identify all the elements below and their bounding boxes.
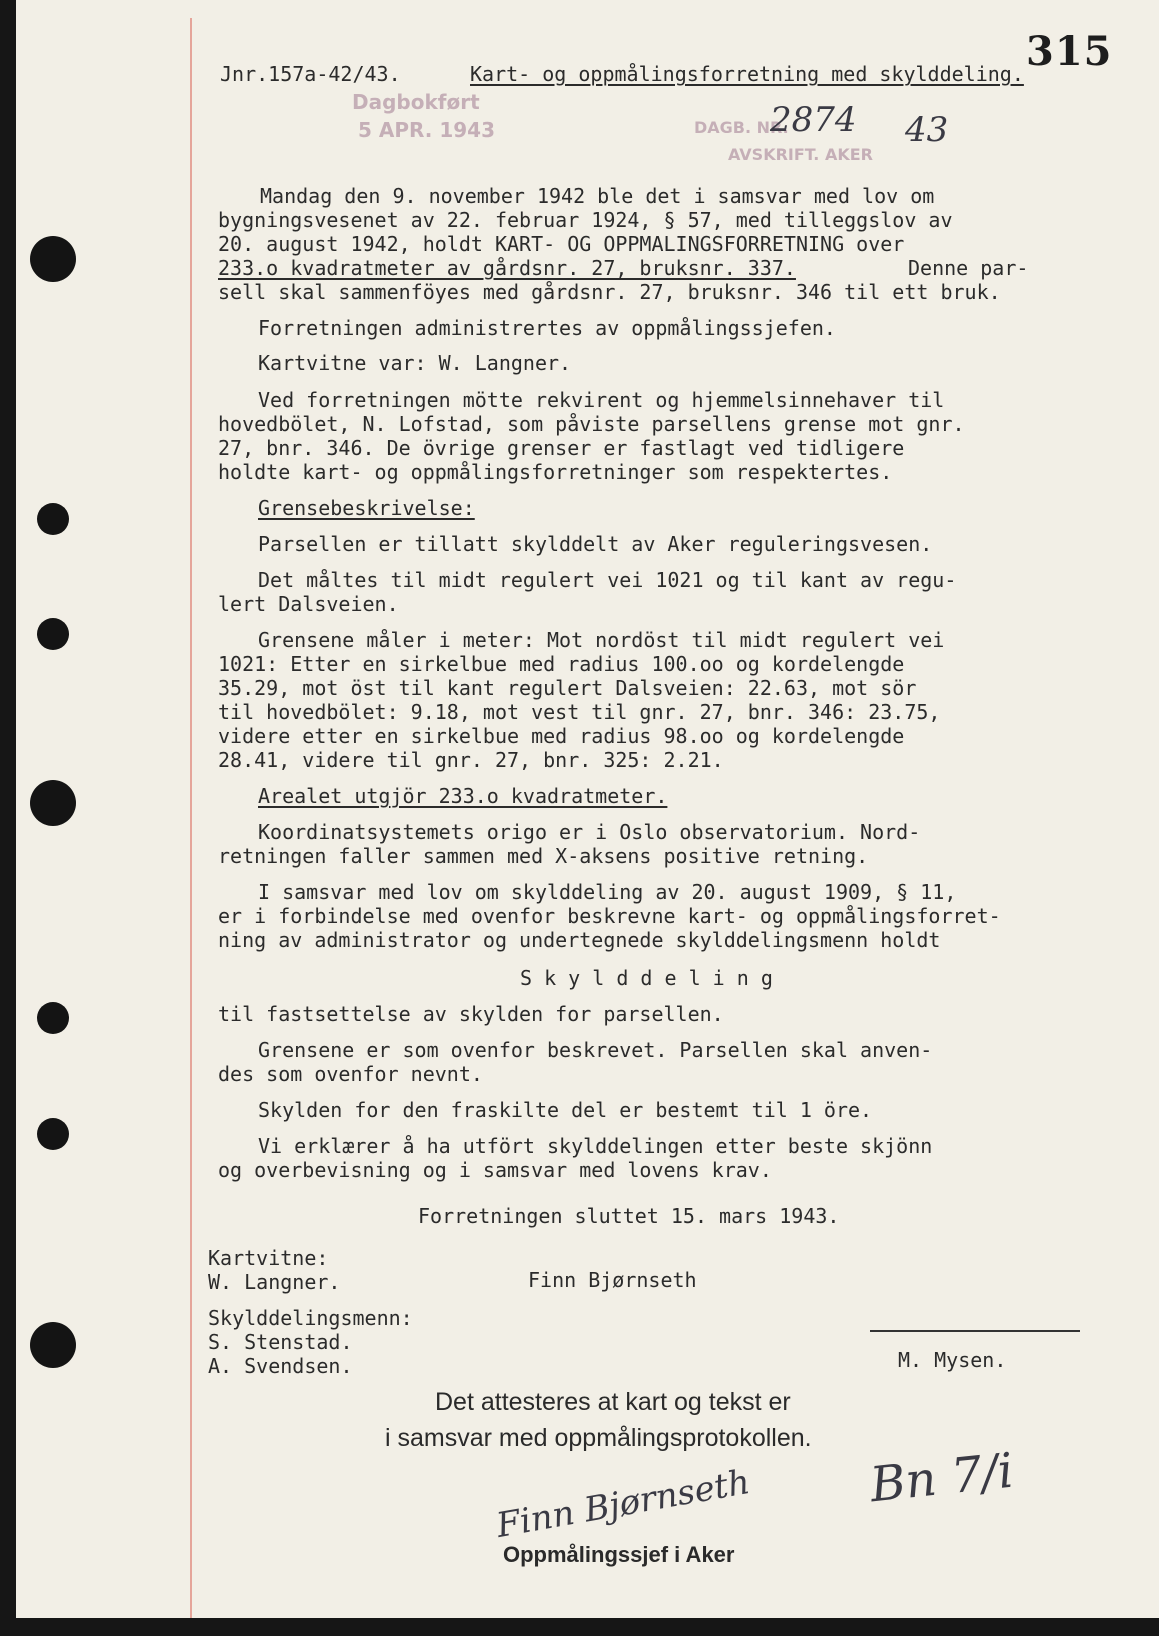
punch-hole [30, 236, 76, 282]
section-heading: Grensebeskrivelse: [258, 496, 475, 520]
text-line: hovedbölet, N. Lofstad, som påviste parsellens grense mot gnr. [218, 412, 965, 436]
kartvitne-label: Kartvitne: [208, 1246, 329, 1270]
text-line: og overbevisning og i samsvar med lovens krav. [218, 1158, 772, 1182]
skylddeling-heading: S k y l d d e l i n g [520, 966, 773, 990]
dagbokfort-stamp: Dagbokført [352, 90, 480, 114]
attestation-line: Det attesteres at kart og tekst er [435, 1388, 791, 1416]
text-line: Vi erklærer å ha utfört skylddelingen etter beste skjönn [258, 1134, 933, 1158]
text-line: Denne par- [908, 256, 1029, 280]
dagb-year-handwritten: 43 [905, 110, 949, 150]
closing-date-line: Forretningen sluttet 15. mars 1943. [418, 1204, 840, 1228]
text-line: holdte kart- og oppmålingsforretninger som respektertes. [218, 460, 893, 484]
punch-hole [37, 503, 69, 535]
dagbokfort-date: 5 APR. 1943 [358, 118, 496, 142]
area-statement: Arealet utgjör 233.o kvadratmeter. [258, 784, 668, 808]
member-name: A. Svendsen. [208, 1354, 353, 1378]
text-line: Det måltes til midt regulert vei 1021 og til kant av regu- [258, 568, 957, 592]
text-line: Skylden for den fraskilte del er bestemt til 1 öre. [258, 1098, 873, 1122]
text-line: bygningsvesenet av 22. februar 1924, § 57, med tilleggslov av [218, 208, 953, 232]
dagb-number-handwritten: 2874 [770, 100, 857, 140]
text-line: Mandag den 9. november 1942 ble det i samsvar med lov om [260, 184, 935, 208]
office-title: Oppmålingssjef i Aker [503, 1542, 735, 1567]
punch-hole [30, 1322, 76, 1368]
member-name: S. Stenstad. [208, 1330, 353, 1354]
punch-hole [37, 618, 69, 650]
document-title: Kart- og oppmålingsforretning med skylddeling. [470, 62, 1024, 86]
journal-number: Jnr.157a-42/43. [220, 62, 401, 86]
text-line: ning av administrator og undertegnede skylddelingsmenn holdt [218, 928, 941, 952]
text-line: des som ovenfor nevnt. [218, 1062, 483, 1086]
signature-line [870, 1330, 1080, 1332]
scan-border-left [0, 0, 16, 1636]
text-line: 27, bnr. 346. De övrige grenser er fastlagt ved tidligere [218, 436, 905, 460]
text-line: 35.29, mot öst til kant regulert Dalsveien: 22.63, mot sör [218, 676, 917, 700]
text-line: Koordinatsystemets origo er i Oslo observatorium. Nord- [258, 820, 921, 844]
text-line: retningen faller sammen med X-aksens positive retning. [218, 844, 869, 868]
text-line: 20. august 1942, holdt KART- OG OPPMALINGSFORRETNING over [218, 232, 905, 256]
punch-hole [30, 780, 76, 826]
text-line: Parsellen er tillatt skylddelt av Aker reguleringsvesen. [258, 532, 933, 556]
text-line: er i forbindelse med ovenfor beskrevne kart- og oppmålingsforret- [218, 904, 1001, 928]
text-line: Grensene måler i meter: Mot nordöst til midt regulert vei [258, 628, 945, 652]
handwritten-initials: Bn 7/i [867, 1442, 1017, 1514]
text-line: sell skal sammenföyes med gårdsnr. 27, bruksnr. 346 til ett bruk. [218, 280, 1001, 304]
text-line: 233.o kvadratmeter av gårdsnr. 27, bruksnr. 337. [218, 256, 796, 280]
text-line: videre etter en sirkelbue med radius 98.oo og kordelengde [218, 724, 905, 748]
text-line: 1021: Etter en sirkelbue med radius 100.oo og kordelengde [218, 652, 905, 676]
handwritten-signature: Finn Bjørnseth [493, 1462, 753, 1546]
administrator-name: Finn Bjørnseth [528, 1268, 697, 1292]
text-line: Ved forretningen mötte rekvirent og hjemmelsinnehaver til [258, 388, 945, 412]
punch-hole [37, 1118, 69, 1150]
text-line: lert Dalsveien. [218, 592, 399, 616]
text-line: Forretningen administrertes av oppmålingssjefen. [258, 316, 836, 340]
skylddelingsmenn-label: Skylddelingsmenn: [208, 1306, 413, 1330]
text-line: I samsvar med lov om skylddeling av 20. august 1909, § 11, [258, 880, 957, 904]
avskrift-stamp: AVSKRIFT. AKER [728, 145, 873, 164]
page-number: 315 [1026, 28, 1113, 75]
attestation-line: i samsvar med oppmålingsprotokollen. [385, 1424, 812, 1452]
text-line: til fastsettelse av skylden for parsellen. [218, 1002, 724, 1026]
dagb-nr-stamp: DAGB. NR. [694, 118, 789, 137]
text-line: 28.41, videre til gnr. 27, bnr. 325: 2.21. [218, 748, 724, 772]
text-line: Kartvitne var: W. Langner. [258, 351, 572, 375]
kartvitne-name: W. Langner. [208, 1270, 341, 1294]
text-line: Grensene er som ovenfor beskrevet. Parsellen skal anven- [258, 1038, 933, 1062]
scan-border-bottom [0, 1618, 1159, 1636]
text-line: til hovedbölet: 9.18, mot vest til gnr. 27, bnr. 346: 23.75, [218, 700, 941, 724]
member-name: M. Mysen. [898, 1348, 1007, 1372]
punch-hole [37, 1002, 69, 1034]
margin-rule [190, 18, 192, 1618]
